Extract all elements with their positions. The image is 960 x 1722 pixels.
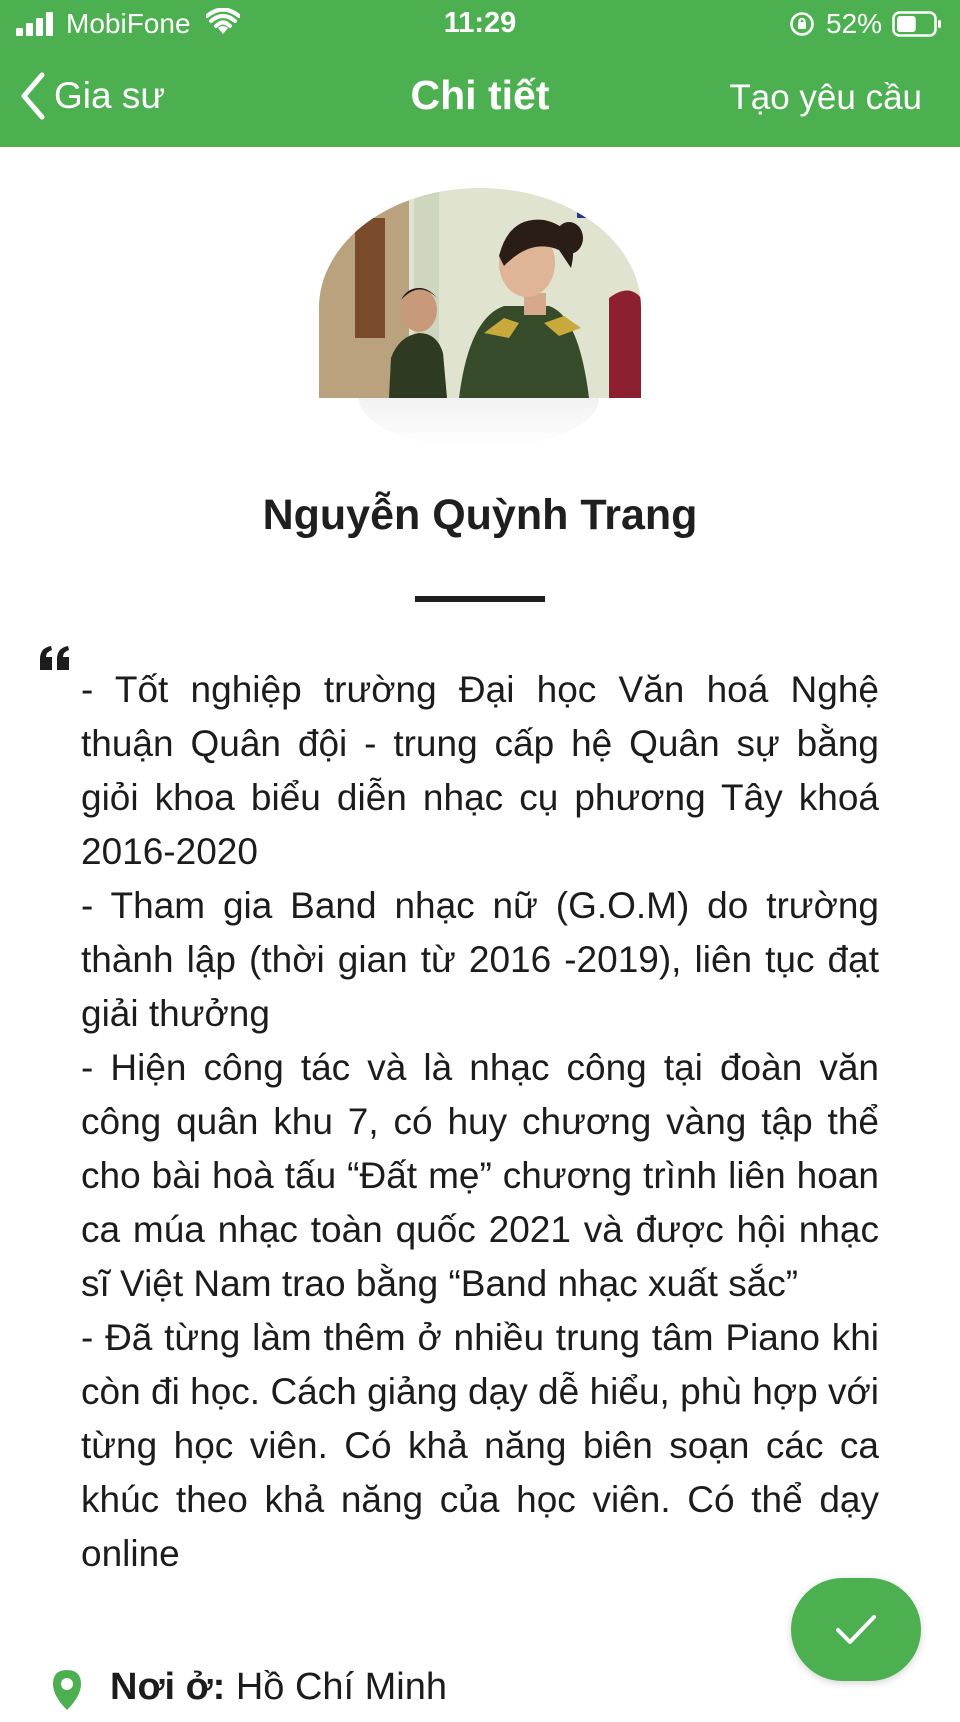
status-bar [0, 0, 960, 48]
tutor-name: Nguyễn Quỳnh Trang [262, 491, 698, 539]
avatar-container [319, 188, 641, 450]
top-bar [0, 0, 960, 147]
location-value: Hồ Chí Minh [235, 1666, 448, 1708]
bio-paragraph: - Hiện công tác và là nhạc công tại đoàn văn công quân khu 7, có huy chương vàng tập thể cho bài hoà tấu “Đất mẹ” chương trình liên hoan ca múa nhạc toàn quốc 2021 và được hội nhạc sĩ Việt Nam trao bằng “Band nhạc xuất sắc” [81, 1047, 879, 1304]
tutor-bio [81, 663, 879, 1581]
status-time: 11:29 [443, 7, 517, 39]
confirm-button[interactable] [791, 1578, 921, 1681]
location-label: Nơi ở: [110, 1666, 226, 1708]
rotation-lock-icon [789, 11, 815, 37]
back-label: Gia sư [54, 75, 166, 116]
check-icon [834, 1612, 878, 1648]
carrier-name: MobiFone [66, 8, 191, 39]
quote-icon [38, 644, 72, 672]
avatar-shadow [359, 398, 599, 448]
battery-icon [892, 11, 942, 37]
navigation-bar [0, 48, 960, 147]
bio-paragraph: - Tốt nghiệp trường Đại học Văn hoá Nghệ thuận Quân đội - trung cấp hệ Quân sự bằng giỏi khoa biểu diễn nhạc cụ phương Tây khoá 2016-2020 [81, 669, 879, 872]
profile-photo [319, 188, 641, 398]
avatar [319, 188, 641, 398]
location-text [110, 1666, 447, 1709]
battery-percent: 52% [826, 8, 883, 39]
page-title: Chi tiết [410, 72, 550, 118]
divider [415, 596, 545, 602]
create-request-button[interactable]: Tạo yêu cầu [729, 78, 922, 117]
bio-paragraph: - Tham gia Band nhạc nữ (G.O.M) do trường thành lập (thời gian từ 2016 -2019), liên tục đạt giải thưởng [81, 885, 879, 1034]
map-pin-icon [50, 1668, 84, 1712]
bio-paragraph: - Đã từng làm thêm ở nhiều trung tâm Piano khi còn đi học. Cách giảng dạy dễ hiểu, phù hợp với từng học viên. Có khả năng biên soạn các ca khúc theo khả năng của học viên. Có thể dạy online [81, 1317, 879, 1574]
